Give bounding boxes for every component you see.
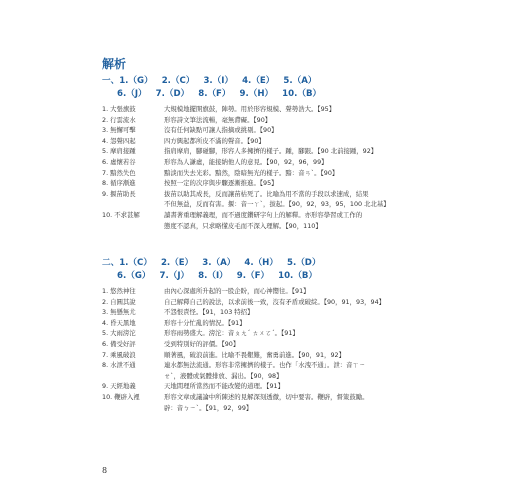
explanation-list-1	[102, 104, 432, 231]
idiom-term: 5. 摩肩接踵	[102, 147, 136, 156]
list-item	[102, 286, 432, 297]
idiom-definition: 指肩摩肩，腳碰腳，形容人多擁擠的樣子。踵，腳跟。【90 北前接踵，92】	[164, 147, 378, 156]
answer: 6.（J）	[117, 89, 147, 99]
list-item	[102, 328, 432, 339]
idiom-term: 3. 無懈可擊	[102, 126, 136, 135]
idiom-term: 10. 不求甚解	[102, 210, 140, 219]
list-item	[102, 168, 432, 179]
answer: 4.（E）	[242, 76, 275, 86]
list-item	[102, 157, 432, 168]
list-item	[102, 136, 432, 147]
idiom-definition: 不怨恨責怪。【91，103 特招】	[164, 308, 254, 317]
list-item	[102, 307, 432, 318]
answer: 8.（I）	[198, 271, 228, 281]
idiom-definition: 順著風，破浪前進。比喻不畏艱難，奮勇前進。【90，91，92】	[164, 350, 345, 359]
list-item	[102, 381, 432, 392]
idiom-definition: 形容文章或議論中所陳述的見解深刻透徹，切中要害。鞭辟，督策鼓勵。	[164, 392, 369, 401]
answer-row-2b	[117, 269, 326, 281]
idiom-term: 1. 悠然神往	[102, 287, 136, 295]
answer: 2.（C）	[161, 76, 195, 86]
list-item	[102, 392, 432, 403]
list-item	[102, 360, 432, 371]
idiom-definition-continued: 不但無益，反而有害。揠：音一ㄚˋ，拔起。【90，92，93，95，100 北北基】	[164, 200, 390, 209]
idiom-term: 7. 乘風破浪	[102, 350, 136, 359]
idiom-definition: 形容十分忙亂的情況。【91】	[164, 318, 246, 327]
answer: 5.（A）	[283, 76, 317, 86]
page-number: 8	[102, 466, 108, 475]
answer: 8.（F）	[198, 89, 231, 99]
idiom-definition: 由內心深處所升起的一股企盼，而心神嚮往。【91】	[164, 287, 310, 295]
idiom-definition: 沒有任何缺點可讓人指摘或挑剔。【90】	[164, 126, 278, 135]
idiom-term: 9. 揠苗助長	[102, 189, 136, 198]
idiom-definition: 天地間理所當然而不能改變的道理。【91】	[164, 382, 284, 391]
explanation-list-2	[102, 286, 432, 413]
answer: 5.（D）	[286, 258, 321, 268]
answer: 10.（B）	[278, 271, 318, 281]
idiom-definition: 形容為人謙虛，能接納他人的意見。【90，92，96，99】	[164, 157, 328, 166]
idiom-definition: 拔苗以助其成長，反而讓苗枯死了。比喻為用不當的手段以求速成，結果	[164, 189, 369, 198]
list-item	[102, 297, 432, 308]
list-item	[102, 115, 432, 126]
idiom-definition: 形容詩文筆法流暢，毫無滯礙。【90】	[164, 115, 272, 124]
idiom-definition: 讀書著重理解義理，而不過度鑽研字句上的解釋。亦形容學習或工作的	[164, 210, 363, 219]
idiom-definition-continued: 辟：音ㄅㄧˋ。【91，92，99】	[164, 403, 253, 412]
idiom-definition-continued: 態度不認真，只求略懂皮毛而不深入理解。【90，110】	[164, 221, 322, 230]
answer: 4.（H）	[244, 258, 278, 268]
idiom-definition: 按照一定的次序與步驟逐漸推進。【95】	[164, 179, 278, 188]
list-item	[102, 178, 432, 189]
idiom-term: 2. 行雲流水	[102, 115, 136, 124]
idiom-definition: 黯淡而失去光彩。黯然，陰暗無光的樣子。黯：音ㄢˋ。【90】	[164, 168, 339, 177]
list-item	[102, 339, 432, 350]
idiom-definition-continued: ㄝˋ，液體或氣體排放、漏出。【90，98】	[164, 371, 283, 380]
answer-row-2a	[102, 256, 330, 268]
answer: 9.（F）	[236, 271, 270, 281]
idiom-term: 6. 虛懷若谷	[102, 157, 136, 166]
idiom-term: 10. 鞭辟入裡	[102, 392, 140, 401]
list-item	[102, 125, 432, 136]
list-item	[102, 318, 432, 329]
idiom-term: 2. 自圓其說	[102, 297, 136, 306]
list-item	[102, 146, 432, 157]
idiom-definition: 連水都無法流通。形容非常擁擠的樣子。也作「水洩不通」。泄：音ㄒㄧ	[164, 361, 366, 370]
idiom-definition: 形容雨勢盛大。滂沱：音ㄆㄤˊ ㄊㄨㄛˊ。【91】	[164, 329, 299, 338]
idiom-term: 4. 怨聲四起	[102, 136, 136, 145]
idiom-term: 9. 天經地義	[102, 382, 136, 391]
idiom-term: 8. 循序漸進	[102, 179, 136, 188]
idiom-definition: 四方興起都所皮不滿的聲音。【90】	[164, 136, 265, 145]
idiom-term: 1. 大張旗鼓	[102, 105, 136, 113]
idiom-term: 6. 備受好評	[102, 339, 136, 348]
answer-row-1a	[102, 74, 325, 86]
answer: 一、1.（G）	[102, 76, 153, 86]
answer: 10.（B）	[282, 89, 322, 99]
idiom-term: 8. 水泄不通	[102, 361, 136, 370]
section-title: 解析	[102, 57, 127, 71]
idiom-definition: 自己解釋自己的說法，以求前後一致，沒有矛盾或破綻。【90，91，93，94】	[164, 297, 386, 306]
idiom-definition: 受到特別好的評價。【90】	[164, 339, 240, 348]
answer: 3.（A）	[202, 258, 236, 268]
answer: 9.（H）	[239, 89, 274, 99]
answer: 6.（G）	[117, 271, 151, 281]
idiom-term: 7. 黯然失色	[102, 168, 136, 177]
list-item	[102, 210, 432, 221]
answer: 7.（J）	[159, 271, 190, 281]
answer: 3.（I）	[203, 76, 234, 86]
idiom-term: 5. 大雨滂沱	[102, 329, 136, 338]
list-item	[102, 189, 432, 200]
list-item	[102, 350, 432, 361]
answer: 7.（D）	[155, 89, 190, 99]
idiom-term: 3. 無懸無尤	[102, 308, 136, 317]
answer-row-1b	[117, 87, 330, 99]
answer: 二、1.（C）	[102, 258, 152, 268]
answer: 2.（E）	[160, 258, 194, 268]
idiom-term: 4. 昏天黑地	[102, 318, 136, 327]
idiom-definition: 大規模地擺開旗鼓，陣勢。用於形容規模、聲勢浩大。【95】	[164, 105, 336, 113]
list-item	[102, 104, 432, 115]
